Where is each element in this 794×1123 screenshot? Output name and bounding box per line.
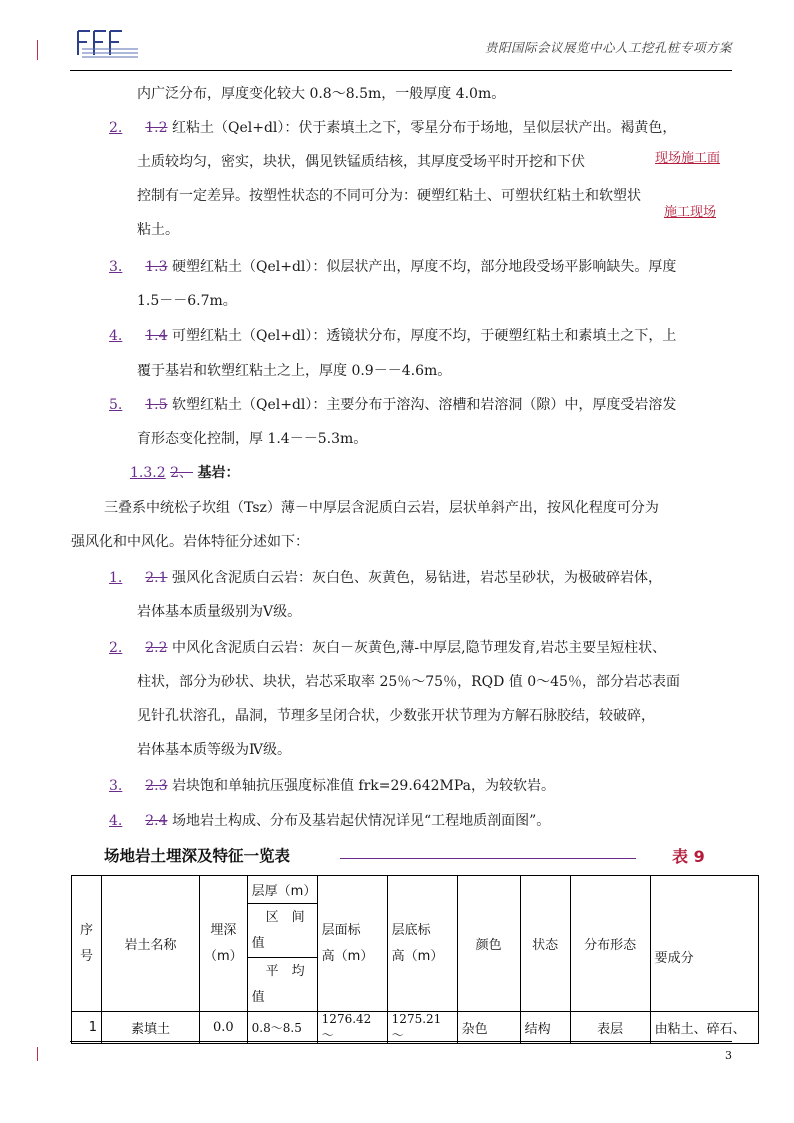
heading-number: 1.3.2 <box>130 465 166 481</box>
list-item <box>109 257 676 277</box>
review-comment[interactable]: 施工现场 <box>664 201 716 220</box>
header-dist: 分布形态 <box>570 876 650 1012</box>
table-row <box>72 1012 759 1044</box>
table-label: 表 9 <box>672 847 705 866</box>
text: 岩体基本质量级别为Ⅴ级。 <box>137 604 302 620</box>
list-item <box>109 776 555 796</box>
header-avg-b: 值 <box>251 989 265 1005</box>
header-top <box>317 876 387 1012</box>
cell-bottom: 1275.21～ <box>387 1012 457 1044</box>
deleted-number: 1.3 <box>145 259 168 275</box>
paragraph-line <box>71 532 309 552</box>
text: 柱状，部分为砂状、块状，岩芯采取率 25％～75％，RQD 值 0～45％，部分岩芯表面 <box>137 674 680 690</box>
cell-name: 素填土 <box>102 1012 200 1044</box>
deleted-number: 1.2 <box>145 120 168 136</box>
deleted-number: 1.5 <box>145 397 168 413</box>
text: 红粘土（Qel+dl）：伏于素填土之下，零星分布于场地，呈似层状产出。褐黄色， <box>171 120 677 136</box>
deleted-number: 1.4 <box>145 328 168 344</box>
list-number: 4. <box>109 328 123 344</box>
list-item <box>109 395 676 415</box>
paragraph-line <box>137 220 179 240</box>
list-number: 2. <box>109 640 123 656</box>
paragraph-line <box>137 429 367 449</box>
header-seq <box>72 876 102 1012</box>
text: 硬塑红粘土（Qel+dl）：似层状产出，厚度不均，部分地段受场平影响缺失。厚度 <box>171 259 677 275</box>
header-bottom <box>387 876 457 1012</box>
soil-table <box>71 875 759 1044</box>
text: 中风化含泥质白云岩：灰白－灰黄色,薄-中厚层,隐节理发育,岩芯主要呈短柱状、 <box>171 640 667 656</box>
list-number: 4. <box>109 813 123 829</box>
list-item <box>109 118 676 138</box>
header-thick: 层厚（m） <box>247 876 317 904</box>
header-state: 状态 <box>520 876 570 1012</box>
paragraph-line <box>137 186 641 206</box>
list-item <box>109 568 662 588</box>
paragraph-line <box>137 672 680 692</box>
deleted-number: 2、 <box>170 465 193 481</box>
header-rule <box>70 70 732 71</box>
text: 育形态变化控制，厚 1.4－－5.3m。 <box>137 431 368 447</box>
header-depth-a: 埋深 <box>210 922 237 938</box>
list-number: 2. <box>109 120 123 136</box>
deleted-number: 2.4 <box>145 813 168 829</box>
list-item <box>109 811 550 831</box>
header-top-b: 高（m） <box>321 948 374 964</box>
text: 见针孔状溶孔，晶洞，节理多呈闭合状，少数张开状节理为方解石脉胶结，较破碎， <box>137 708 655 724</box>
text: 强风化和中风化。岩体特征分述如下： <box>71 534 309 550</box>
text: 强风化含泥质白云岩：灰白色、灰黄色，易钻进，岩芯呈砂状，为极破碎岩体， <box>171 570 662 586</box>
cell-seq: 1 <box>72 1012 102 1044</box>
cell-thick: 0.8～8.5 <box>247 1012 317 1044</box>
paragraph-line <box>137 291 237 311</box>
text: 软塑红粘土（Qel+dl）：主要分布于溶沟、溶槽和岩溶洞（隙）中，厚度受岩溶发 <box>171 397 677 413</box>
header-name: 岩土名称 <box>102 876 200 1012</box>
deleted-number: 2.3 <box>145 778 168 794</box>
review-comment[interactable]: 现场施工面 <box>655 147 720 166</box>
paragraph-line <box>137 740 291 760</box>
header-range-a: 区 间 <box>265 909 305 925</box>
header-depth-b: （m） <box>204 948 243 964</box>
header-avg <box>247 958 317 1012</box>
paragraph-line <box>104 498 659 518</box>
header-seq-a: 序 <box>79 922 93 938</box>
text: 内广泛分布，厚度变化较大 0.8～8.5m，一般厚度 4.0m。 <box>137 86 506 102</box>
header-title: 贵阳国际会议展览中心人工挖孔桩专项方案 <box>484 40 732 55</box>
text: 土质较均匀，密实，块状，偶见铁锰质结核，其厚度受场平时开挖和下伏 <box>137 154 585 170</box>
text: 可塑红粘土（Qel+dl）：透镜状分布，厚度不均，于硬塑红粘土和素填土之下，上 <box>171 328 677 344</box>
list-item <box>109 638 666 658</box>
company-logo <box>76 27 140 59</box>
paragraph-line <box>137 152 585 172</box>
heading-text: 基岩： <box>197 465 240 481</box>
table-title: 场地岩土埋深及特征一览表 <box>104 847 291 865</box>
list-number: 3. <box>109 778 123 794</box>
list-number: 5. <box>109 397 123 413</box>
header-avg-a: 平 均 <box>265 963 305 979</box>
text: 1.5－－6.7m。 <box>137 293 237 309</box>
header-range-b: 值 <box>251 935 265 951</box>
cell-comp: 由粘土、碎石、 <box>650 1012 758 1044</box>
header-depth <box>200 876 248 1012</box>
text: 场地岩土构成、分布及基岩起伏情况详见“工程地质剖面图”。 <box>171 813 551 829</box>
header-range <box>247 904 317 958</box>
deleted-number: 2.2 <box>145 640 168 656</box>
cell-top: 1276.42～ <box>317 1012 387 1044</box>
cell-depth: 0.0 <box>200 1012 248 1044</box>
paragraph-line <box>137 361 451 381</box>
text: 岩块饱和单轴抗压强度标准值 frk=29.642MPa，为较软岩。 <box>171 778 555 794</box>
page-number: 3 <box>725 1049 732 1062</box>
paragraph-line <box>137 602 301 622</box>
cell-dist: 表层 <box>570 1012 650 1044</box>
footer-rule <box>70 1041 732 1042</box>
list-item <box>109 326 676 346</box>
text: 控制有一定差异。按塑性状态的不同可分为：硬塑红粘土、可塑状红粘土和软塑状 <box>137 188 641 204</box>
table-title-rule <box>340 858 636 859</box>
text: 覆于基岩和软塑红粘土之上，厚度 0.9－－4.6m。 <box>137 363 452 379</box>
header-seq-b: 号 <box>79 948 93 964</box>
text: 粘土。 <box>137 222 179 238</box>
text: 三叠系中统松子坎组（Tsz）薄－中厚层含泥质白云岩，层状单斜产出，按风化程度可分为 <box>104 500 659 516</box>
deleted-number: 2.1 <box>145 570 168 586</box>
list-number: 1. <box>109 570 123 586</box>
paragraph-line <box>137 84 505 104</box>
margin-mark-bottom <box>37 1047 38 1061</box>
list-number: 3. <box>109 259 123 275</box>
header-color: 颜色 <box>457 876 520 1012</box>
header-top-a: 层面标 <box>321 922 361 938</box>
section-heading <box>130 463 239 483</box>
margin-mark-top <box>37 40 38 60</box>
text: 岩体基本质等级为Ⅳ级。 <box>137 742 291 758</box>
header-comp: 要成分 <box>650 876 758 1012</box>
header-bottom-b: 高（m） <box>391 948 444 964</box>
paragraph-line <box>137 706 655 726</box>
cell-state: 结构 <box>520 1012 570 1044</box>
header-bottom-a: 层底标 <box>391 922 431 938</box>
cell-color: 杂色 <box>457 1012 520 1044</box>
